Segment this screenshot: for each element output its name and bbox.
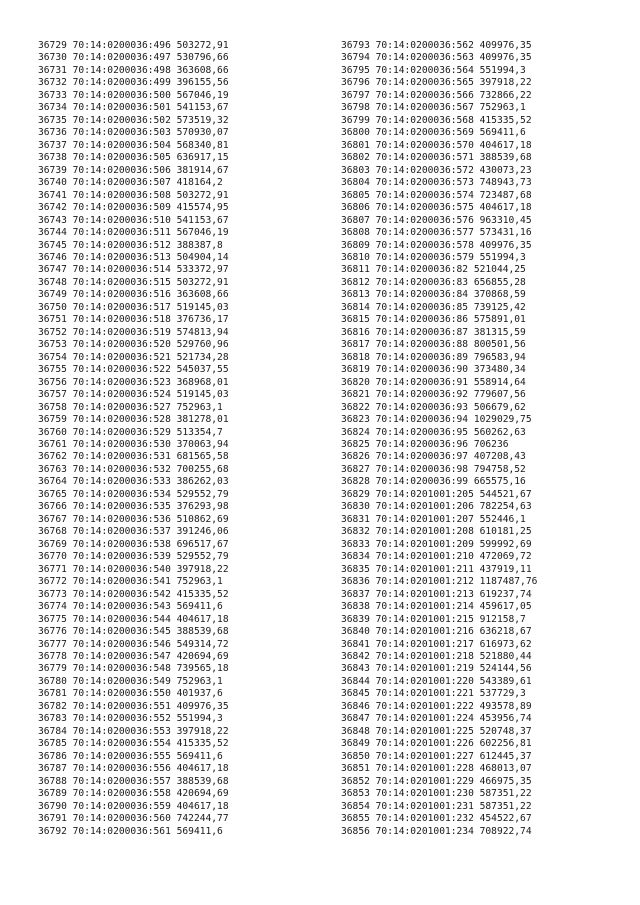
- record-row: 36752 70:14:0200036:519 574813,94: [38, 326, 229, 338]
- record-row: 36802 70:14:0200036:571 388539,68: [341, 152, 532, 164]
- record-row: 36750 70:14:0200036:517 519145,03: [38, 301, 229, 313]
- record-row: 36765 70:14:0200036:534 529552,79: [38, 488, 229, 500]
- record-row: 36742 70:14:0200036:509 415574,95: [38, 202, 229, 214]
- record-row: 36780 70:14:0200036:549 752963,1: [38, 675, 223, 687]
- record-row: 36827 70:14:0200036:98 794758,52: [341, 463, 526, 475]
- record-row: 36797 70:14:0200036:566 732866,22: [341, 89, 532, 101]
- record-row: 36808 70:14:0200036:577 573431,16: [341, 227, 532, 239]
- right-column: [341, 40, 537, 838]
- record-row: 36803 70:14:0200036:572 430073,23: [341, 164, 532, 176]
- record-row: 36772 70:14:0200036:541 752963,1: [38, 576, 223, 588]
- record-row: 36732 70:14:0200036:499 396155,56: [38, 77, 229, 89]
- record-row: 36781 70:14:0200036:550 401937,6: [38, 688, 223, 700]
- record-row: 36794 70:14:0200036:563 409976,35: [341, 52, 532, 64]
- record-row: 36784 70:14:0200036:553 397918,22: [38, 725, 229, 737]
- record-row: 36831 70:14:0201001:207 552446,1: [341, 513, 526, 525]
- record-row: 36760 70:14:0200036:529 513354,7: [38, 426, 223, 438]
- record-row: 36763 70:14:0200036:532 700255,68: [38, 463, 229, 475]
- record-row: 36734 70:14:0200036:501 541153,67: [38, 102, 229, 114]
- record-row: 36812 70:14:0200036:83 656855,28: [341, 276, 526, 288]
- record-row: 36820 70:14:0200036:91 558914,64: [341, 376, 526, 388]
- record-row: 36779 70:14:0200036:548 739565,18: [38, 663, 229, 675]
- record-row: 36814 70:14:0200036:85 739125,42: [341, 301, 526, 313]
- record-row: 36847 70:14:0201001:224 453956,74: [341, 713, 532, 725]
- record-row: 36804 70:14:0200036:573 748943,73: [341, 177, 532, 189]
- record-row: 36852 70:14:0201001:229 466975,35: [341, 775, 532, 787]
- record-row: 36817 70:14:0200036:88 800501,56: [341, 339, 526, 351]
- record-row: 36849 70:14:0201001:226 602256,81: [341, 738, 532, 750]
- record-row: 36739 70:14:0200036:506 381914,67: [38, 164, 229, 176]
- record-row: 36754 70:14:0200036:521 521734,28: [38, 351, 229, 363]
- record-row: 36757 70:14:0200036:524 519145,03: [38, 389, 229, 401]
- record-row: 36843 70:14:0201001:219 524144,56: [341, 663, 532, 675]
- record-row: 36828 70:14:0200036:99 665575,16: [341, 476, 526, 488]
- record-row: 36813 70:14:0200036:84 370868,59: [341, 289, 526, 301]
- record-row: 36853 70:14:0201001:230 587351,22: [341, 788, 532, 800]
- record-row: 36798 70:14:0200036:567 752963,1: [341, 102, 526, 114]
- record-row: 36809 70:14:0200036:578 409976,35: [341, 239, 532, 251]
- record-row: 36749 70:14:0200036:516 363608,66: [38, 289, 229, 301]
- record-row: 36846 70:14:0201001:222 493578,89: [341, 700, 532, 712]
- record-row: 36753 70:14:0200036:520 529760,96: [38, 339, 229, 351]
- record-row: 36836 70:14:0201001:212 1187487,76: [341, 576, 538, 588]
- record-row: 36773 70:14:0200036:542 415335,52: [38, 588, 229, 600]
- record-row: 36815 70:14:0200036:86 575891,01: [341, 314, 526, 326]
- record-row: 36833 70:14:0201001:209 599992,69: [341, 538, 532, 550]
- record-row: 36788 70:14:0200036:557 388539,68: [38, 775, 229, 787]
- record-row: 36776 70:14:0200036:545 388539,68: [38, 626, 229, 638]
- record-row: 36825 70:14:0200036:96 706236: [341, 439, 509, 450]
- record-row: 36746 70:14:0200036:513 504904,14: [38, 251, 229, 263]
- record-row: 36824 70:14:0200036:95 560262,63: [341, 426, 526, 438]
- record-row: 36834 70:14:0201001:210 472069,72: [341, 551, 532, 563]
- record-row: 36848 70:14:0201001:225 520748,37: [341, 725, 532, 737]
- record-row: 36805 70:14:0200036:574 723487,68: [341, 189, 532, 201]
- record-row: 36842 70:14:0201001:218 521880,44: [341, 650, 532, 662]
- record-row: 36790 70:14:0200036:559 404617,18: [38, 800, 229, 812]
- record-row: 36837 70:14:0201001:213 619237,74: [341, 588, 532, 600]
- record-row: 36729 70:14:0200036:496 503272,91: [38, 40, 229, 51]
- record-row: 36748 70:14:0200036:515 503272,91: [38, 276, 229, 288]
- record-row: 36745 70:14:0200036:512 388387,8: [38, 239, 223, 251]
- record-row: 36761 70:14:0200036:530 370063,94: [38, 439, 229, 450]
- record-row: 36767 70:14:0200036:536 510862,69: [38, 513, 229, 525]
- record-row: 36736 70:14:0200036:503 570930,07: [38, 127, 229, 139]
- record-row: 36796 70:14:0200036:565 397918,22: [341, 77, 532, 89]
- record-row: 36850 70:14:0201001:227 612445,37: [341, 750, 532, 762]
- record-row: 36851 70:14:0201001:228 468013,07: [341, 763, 532, 775]
- record-row: 36775 70:14:0200036:544 404617,18: [38, 613, 229, 625]
- record-row: 36819 70:14:0200036:90 373480,34: [341, 364, 526, 376]
- record-row: 36741 70:14:0200036:508 503272,91: [38, 189, 229, 201]
- record-row: 36738 70:14:0200036:505 636917,15: [38, 152, 229, 164]
- record-row: 36740 70:14:0200036:507 418164,2: [38, 177, 223, 189]
- record-row: 36823 70:14:0200036:94 1029029,75: [341, 414, 532, 426]
- record-row: 36777 70:14:0200036:546 549314,72: [38, 638, 229, 650]
- record-row: 36730 70:14:0200036:497 530796,66: [38, 52, 229, 64]
- record-row: 36835 70:14:0201001:211 437919,11: [341, 563, 532, 575]
- record-row: 36845 70:14:0201001:221 537729,3: [341, 688, 526, 700]
- record-row: 36735 70:14:0200036:502 573519,32: [38, 114, 229, 126]
- record-row: 36818 70:14:0200036:89 796583,94: [341, 351, 526, 363]
- record-row: 36774 70:14:0200036:543 569411,6: [38, 601, 223, 613]
- left-column: [38, 40, 229, 838]
- record-row: 36747 70:14:0200036:514 533372,97: [38, 264, 229, 276]
- record-row: 36744 70:14:0200036:511 567046,19: [38, 227, 229, 239]
- record-row: 36854 70:14:0201001:231 587351,22: [341, 800, 532, 812]
- record-row: 36758 70:14:0200036:527 752963,1: [38, 401, 223, 413]
- record-row: 36762 70:14:0200036:531 681565,58: [38, 451, 229, 463]
- record-row: 36855 70:14:0201001:232 454522,67: [341, 813, 532, 825]
- record-row: 36822 70:14:0200036:93 506679,62: [341, 401, 526, 413]
- record-row: 36839 70:14:0201001:215 912158,7: [341, 613, 526, 625]
- record-row: 36844 70:14:0201001:220 543389,61: [341, 675, 532, 687]
- record-row: 36766 70:14:0200036:535 376293,98: [38, 501, 229, 513]
- record-row: 36799 70:14:0200036:568 415335,52: [341, 114, 532, 126]
- record-row: 36829 70:14:0201001:205 544521,67: [341, 488, 532, 500]
- record-row: 36768 70:14:0200036:537 391246,06: [38, 526, 229, 538]
- record-row: 36751 70:14:0200036:518 376736,17: [38, 314, 229, 326]
- record-row: 36816 70:14:0200036:87 381315,59: [341, 326, 526, 338]
- record-row: 36770 70:14:0200036:539 529552,79: [38, 551, 229, 563]
- record-row: 36756 70:14:0200036:523 368968,01: [38, 376, 229, 388]
- record-row: 36759 70:14:0200036:528 381278,01: [38, 414, 229, 426]
- record-row: 36778 70:14:0200036:547 420694,69: [38, 650, 229, 662]
- record-row: 36731 70:14:0200036:498 363608,66: [38, 64, 229, 76]
- record-row: 36811 70:14:0200036:82 521044,25: [341, 264, 526, 276]
- record-row: 36795 70:14:0200036:564 551994,3: [341, 64, 526, 76]
- record-row: 36793 70:14:0200036:562 409976,35: [341, 40, 532, 51]
- record-row: 36807 70:14:0200036:576 963310,45: [341, 214, 532, 226]
- record-row: 36838 70:14:0201001:214 459617,05: [341, 601, 532, 613]
- record-row: 36832 70:14:0201001:208 610181,25: [341, 526, 532, 538]
- record-row: 36810 70:14:0200036:579 551994,3: [341, 251, 526, 263]
- record-row: 36737 70:14:0200036:504 568340,81: [38, 139, 229, 151]
- record-row: 36806 70:14:0200036:575 404617,18: [341, 202, 532, 214]
- record-row: 36789 70:14:0200036:558 420694,69: [38, 788, 229, 800]
- record-row: 36800 70:14:0200036:569 569411,6: [341, 127, 526, 139]
- record-row: 36755 70:14:0200036:522 545037,55: [38, 364, 229, 376]
- record-row: 36786 70:14:0200036:555 569411,6: [38, 750, 223, 762]
- record-row: 36787 70:14:0200036:556 404617,18: [38, 763, 229, 775]
- record-row: 36785 70:14:0200036:554 415335,52: [38, 738, 229, 750]
- record-row: 36783 70:14:0200036:552 551994,3: [38, 713, 223, 725]
- record-row: 36764 70:14:0200036:533 386262,03: [38, 476, 229, 488]
- record-row: 36792 70:14:0200036:561 569411,6: [38, 825, 223, 837]
- record-row: 36782 70:14:0200036:551 409976,35: [38, 700, 229, 712]
- record-row: 36769 70:14:0200036:538 696517,67: [38, 538, 229, 550]
- record-row: 36801 70:14:0200036:570 404617,18: [341, 139, 532, 151]
- record-row: 36771 70:14:0200036:540 397918,22: [38, 563, 229, 575]
- record-row: 36840 70:14:0201001:216 636218,67: [341, 626, 532, 638]
- record-row: 36841 70:14:0201001:217 616973,62: [341, 638, 532, 650]
- record-row: 36821 70:14:0200036:92 779607,56: [341, 389, 526, 401]
- record-row: 36830 70:14:0201001:206 782254,63: [341, 501, 532, 513]
- record-row: 36743 70:14:0200036:510 541153,67: [38, 214, 229, 226]
- record-row: 36733 70:14:0200036:500 567046,19: [38, 89, 229, 101]
- record-row: 36826 70:14:0200036:97 407208,43: [341, 451, 526, 463]
- record-row: 36856 70:14:0201001:234 708922,74: [341, 825, 532, 837]
- record-row: 36791 70:14:0200036:560 742244,77: [38, 813, 229, 825]
